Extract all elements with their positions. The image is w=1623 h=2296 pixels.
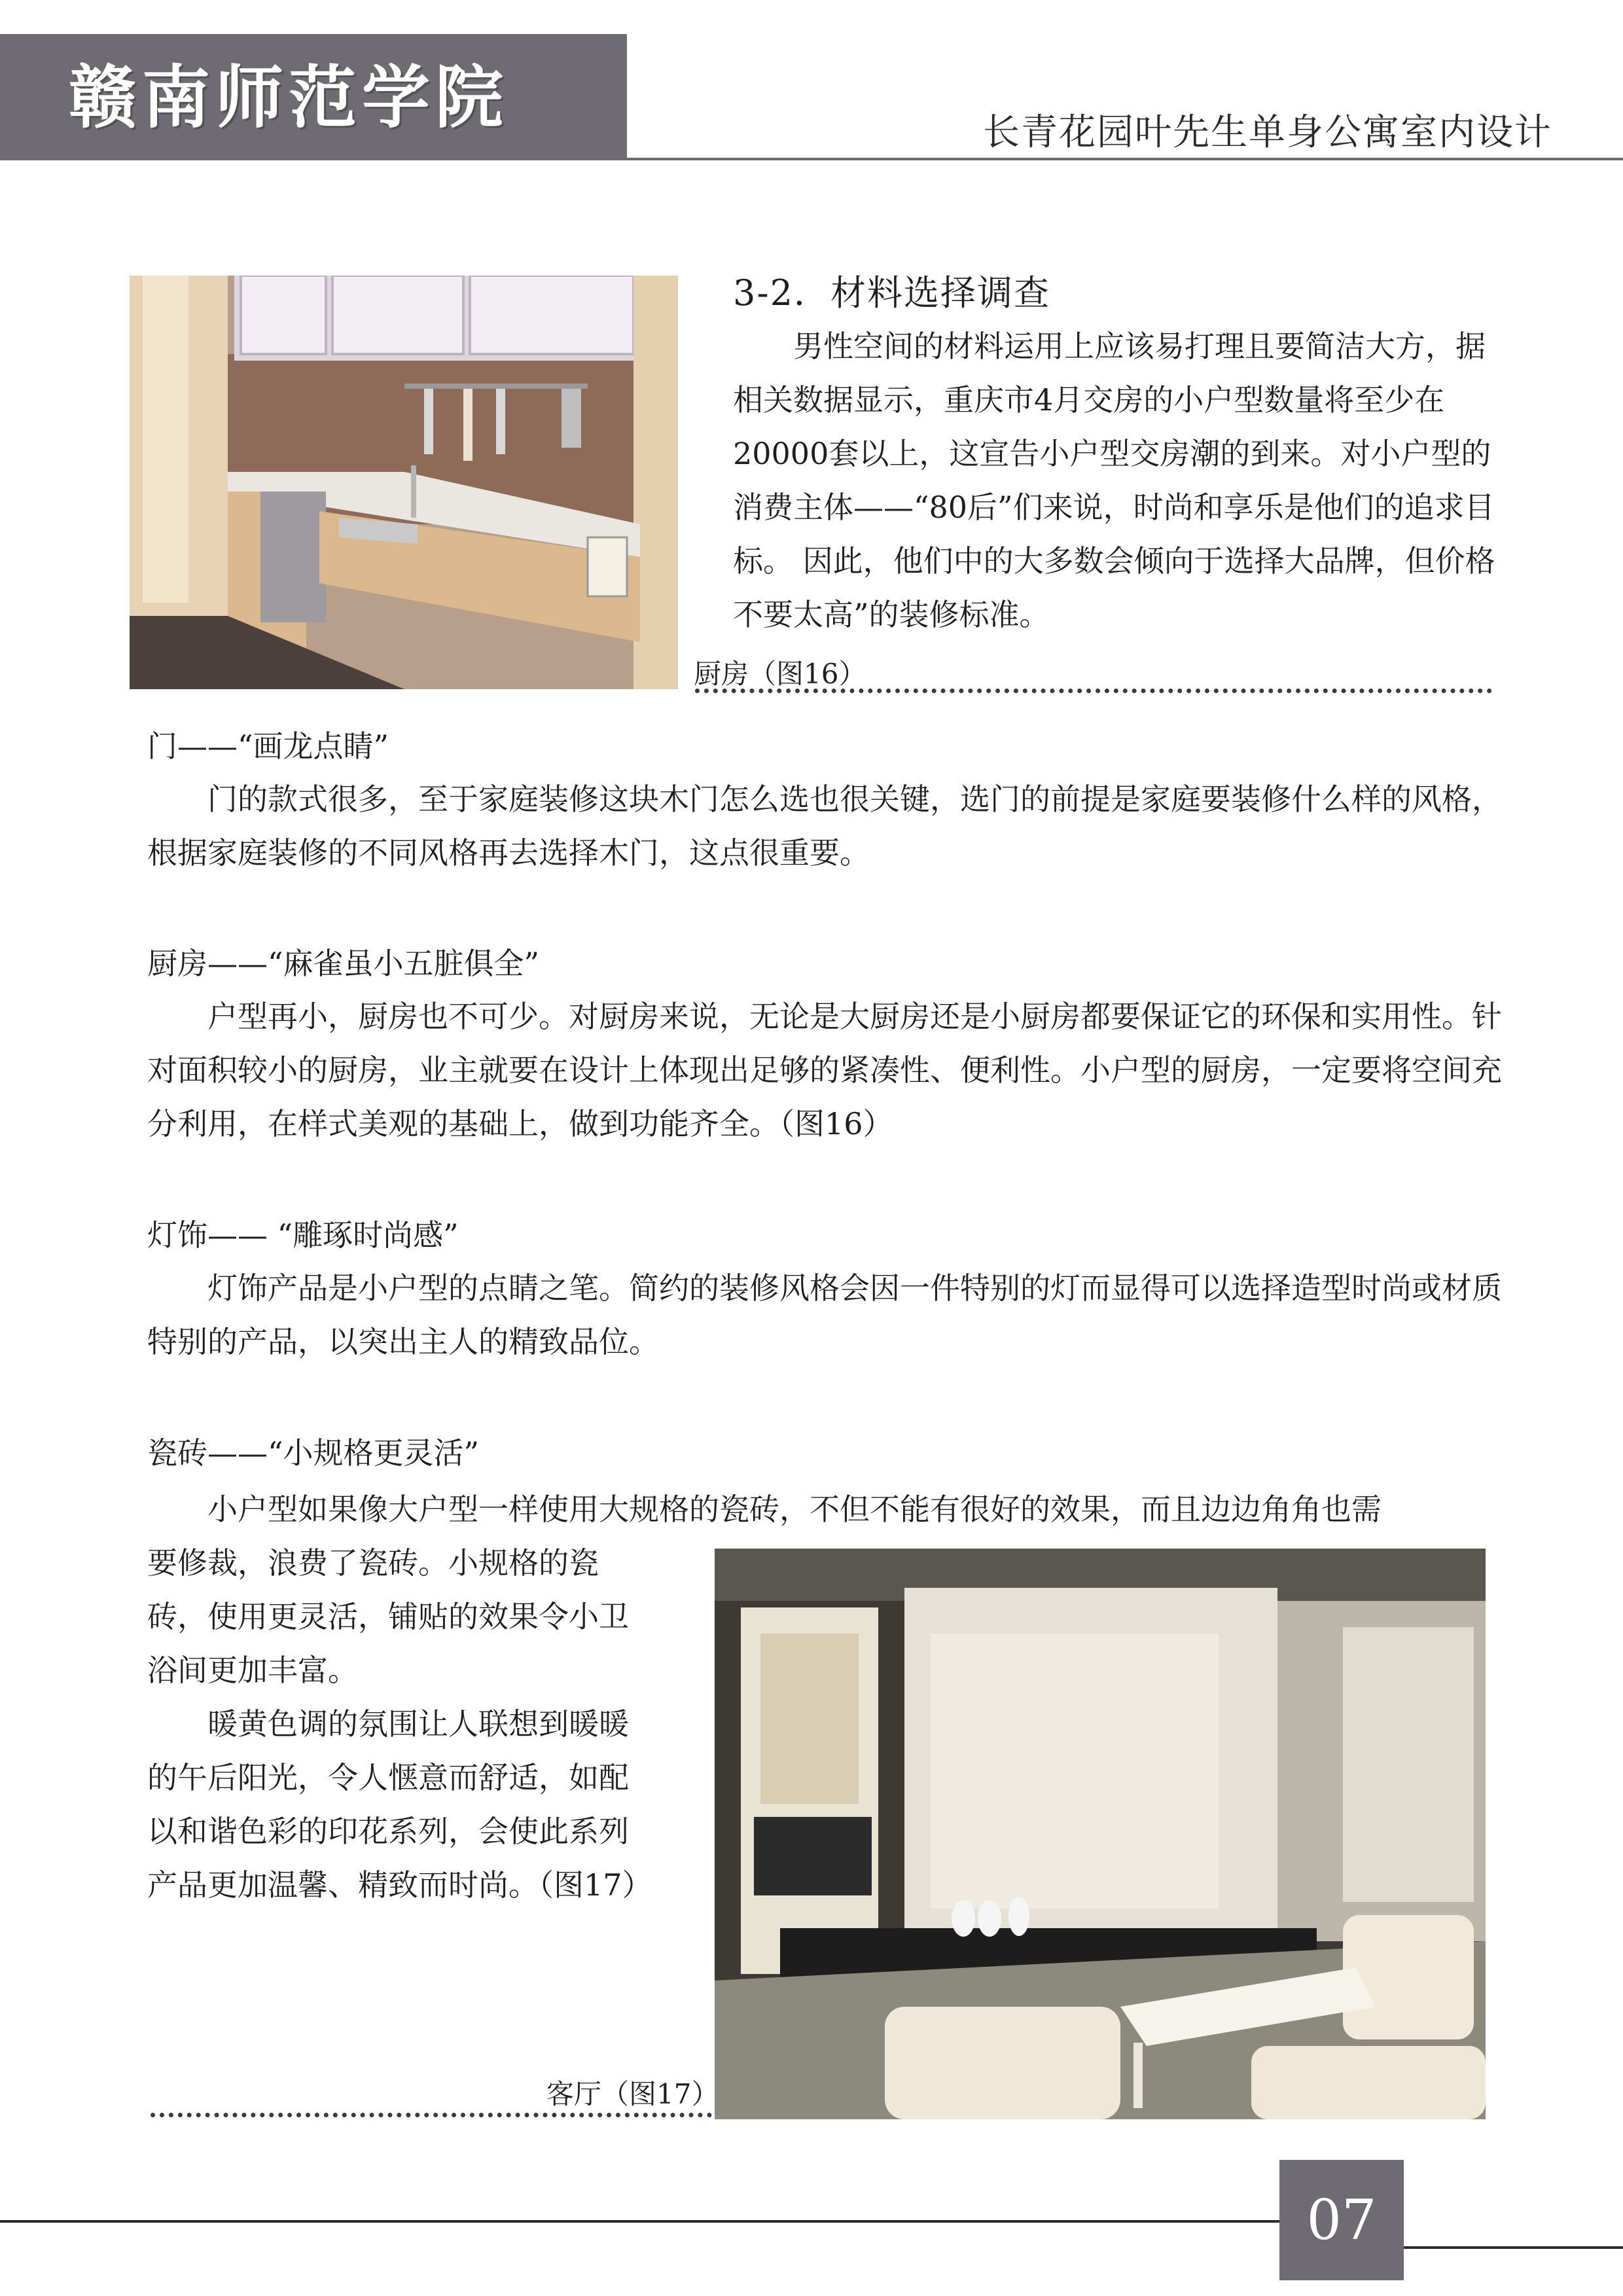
dotted-divider bbox=[151, 2113, 712, 2117]
kitchen-paragraph: 户型再小，厨房也不可少。对厨房来说，无论是大厨房还是小厨房都要保证它的环保和实用性。针对面积较小的厨房，业主就要在设计上体现出足够的紧凑性、便利性。小户型的厨房，一定要将空间充分利用，在样式美观的基础上，做到功能齐全。（图16） bbox=[147, 999, 1502, 1141]
document-title: 长青花园叶先生单身公寓室内设计 bbox=[983, 111, 1552, 154]
dotted-divider bbox=[695, 689, 1492, 693]
door-heading: 门——“画龙点睛” bbox=[147, 728, 389, 764]
lighting-heading: 灯饰—— “雕琢时尚感” bbox=[147, 1217, 459, 1253]
lighting-paragraph: 灯饰产品是小户型的点睛之笔。简约的装修风格会因一件特别的灯而显得可以选择造型时尚或材质特别的产品，以突出主人的精致品位。 bbox=[147, 1270, 1502, 1359]
section-heading: 3-2．材料选择调查 bbox=[733, 272, 1050, 314]
figure-17-caption: 客厅（图17） bbox=[546, 2078, 719, 2110]
tile-paragraph-column bbox=[147, 1536, 658, 1912]
living-room-photo bbox=[715, 1549, 1486, 2119]
section-intro-paragraph: 男性空间的材料运用上应该易打理且要简洁大方，据相关数据显示，重庆市4月交房的小户型数量将至少在20000套以上，这宣告小户型交房潮的到来。对小户型的消费主体——“80后”们来说，时尚和享乐是他们的追求目标。 因此，他们中的大多数会倾向于选择大品牌，但价格不要太高”的装修标准。 bbox=[733, 329, 1495, 632]
footer-rule bbox=[1404, 2246, 1623, 2249]
school-name-logo: 赣南师范学院 bbox=[69, 58, 509, 137]
page-number: 07 bbox=[1279, 2160, 1404, 2280]
kitchen-heading: 厨房——“麻雀虽小五脏俱全” bbox=[147, 946, 540, 981]
kitchen-illustration bbox=[130, 276, 678, 689]
living-room-illustration bbox=[715, 1549, 1486, 2119]
tile-paragraph-continued: 要修裁，浪费了瓷砖。小规格的瓷砖，使用更灵活，铺贴的效果令小卫浴间更加丰富。 bbox=[147, 1545, 629, 1688]
footer-rule bbox=[0, 2220, 1279, 2223]
figure-16-caption: 厨房（图16） bbox=[694, 658, 866, 690]
door-paragraph: 门的款式很多，至于家庭装修这块木门怎么选也很关键，选门的前提是家庭要装修什么样的风格，根据家庭装修的不同风格再去选择木门，这点很重要。 bbox=[147, 781, 1502, 870]
header-rule bbox=[627, 158, 1623, 160]
tile-warm-tone-paragraph: 暖黄色调的氛围让人联想到暖暖的午后阳光，令人惬意而舒适，如配以和谐色彩的印花系列，会使此系列产品更加温馨、精致而时尚。（图17） bbox=[147, 1706, 652, 1903]
tile-heading: 瓷砖——“小规格更灵活” bbox=[147, 1435, 480, 1471]
kitchen-photo bbox=[130, 276, 678, 689]
tile-paragraph-line: 小户型如果像大户型一样使用大规格的瓷砖，不但不能有很好的效果，而且边边角角也需 bbox=[207, 1492, 1382, 1527]
